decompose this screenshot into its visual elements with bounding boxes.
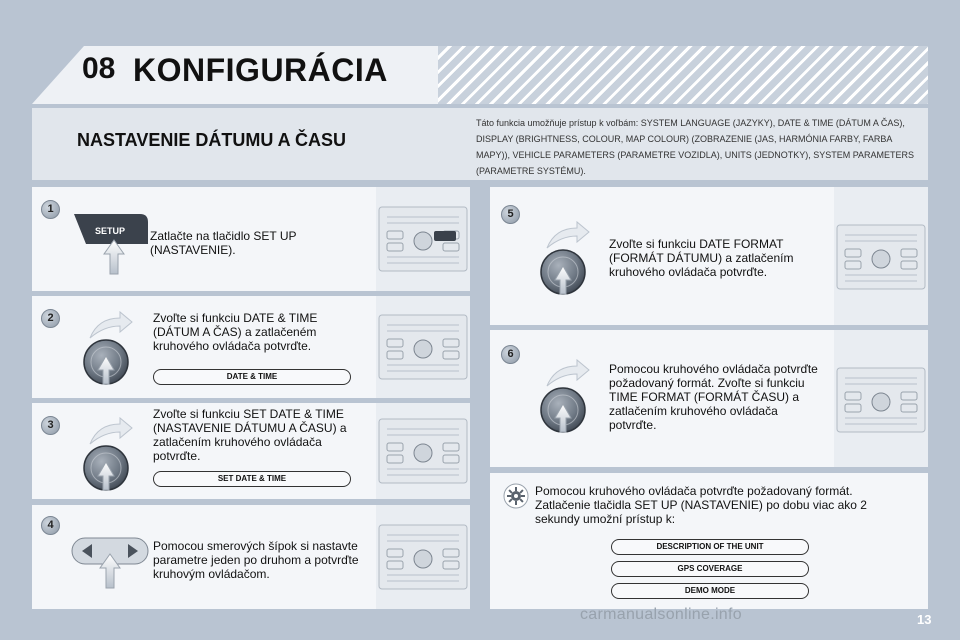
option-description-of-the-unit: DESCRIPTION OF THE UNIT xyxy=(611,539,809,555)
console-thumbnail xyxy=(834,330,928,467)
console-thumbnail xyxy=(376,403,470,499)
rotary-knob-icon xyxy=(76,410,138,494)
option-gps-coverage: GPS COVERAGE xyxy=(611,561,809,577)
setup-button-label: SETUP xyxy=(94,226,126,236)
rotary-knob-icon xyxy=(533,352,595,436)
step-text: Zvoľte si funkciu SET DATE & TIME (NASTAVENIE DÁTUMU A ČASU) a zatlačením kruhového ovládača potvrďte. xyxy=(153,407,347,463)
step-badge: 2 xyxy=(41,309,60,328)
chapter-number: 08 xyxy=(82,52,116,85)
gear-icon xyxy=(503,483,529,509)
step-badge: 6 xyxy=(501,345,520,364)
step-badge: 5 xyxy=(501,205,520,224)
step-text: Zatlačte na tlačidlo SET UP (NASTAVENIE). xyxy=(150,229,297,257)
setup-button-icon xyxy=(70,210,150,276)
menu-label: DATE & TIME xyxy=(153,369,351,385)
menu-label: SET DATE & TIME xyxy=(153,471,351,487)
step-text: Zvoľte si funkciu DATE FORMAT (FORMÁT DÁTUMU) a zatlačením kruhového ovládača potvrďte. xyxy=(609,237,794,279)
console-thumbnail xyxy=(376,187,470,291)
step-badge: 3 xyxy=(41,416,60,435)
arrow-keys-icon xyxy=(68,528,152,590)
console-thumbnail xyxy=(376,296,470,398)
console-thumbnail xyxy=(376,505,470,609)
rotary-knob-icon xyxy=(533,214,595,298)
intro-text: Táto funkcia umožňuje prístup k voľbám: SYSTEM LANGUAGE (JAZYKY), DATE & TIME (DÁTUM A ČAS), DISPLAY (BRIGHTNESS, COLOUR, MAP COLOUR) (ZOBRAZENIE (JAS, HARMÓNIA FARBY, FARBA MAPY)), VEHICLE PARAMETERS (PARAMETRE VOZIDLA), UNITS (JEDNOTKY), SYSTEM PARAMETERS (PARAMETRE SYSTÉMU). xyxy=(476,118,915,176)
section-title: NASTAVENIE DÁTUMU A ČASU xyxy=(77,130,346,150)
step-text: Zvoľte si funkciu DATE & TIME (DÁTUM A ČAS) a zatlačeném kruhového ovládača potvrďte. xyxy=(153,311,318,353)
tip-text: Pomocou kruhového ovládača potvrďte požadovaný formát. Zatlačenie tlačidla SET UP (NASTAVENIE) po dobu viac ako 2 sekundy umožní prístup k: xyxy=(535,484,867,526)
step-badge: 4 xyxy=(41,516,60,535)
step-badge: 1 xyxy=(41,200,60,219)
step-text: Pomocou smerových šípok si nastavte parametre jeden po druhom a potvrďte kruhovým ovládačom. xyxy=(153,539,359,581)
option-demo-mode: DEMO MODE xyxy=(611,583,809,599)
console-thumbnail xyxy=(834,187,928,325)
rotary-knob-icon xyxy=(76,304,138,388)
chapter-title: KONFIGURÁCIA xyxy=(133,52,388,88)
header-hatch-pattern xyxy=(438,46,928,104)
page-number: 13 xyxy=(917,612,932,627)
step-text: Pomocou kruhového ovládača potvrďte požadovaný formát. Zvoľte si funkciu TIME FORMAT (FORMÁT ČASU) a zatlačením kruhového ovládača potvrďte. xyxy=(609,362,818,432)
footer-watermark-url: carmanualsonline.info xyxy=(580,606,742,623)
